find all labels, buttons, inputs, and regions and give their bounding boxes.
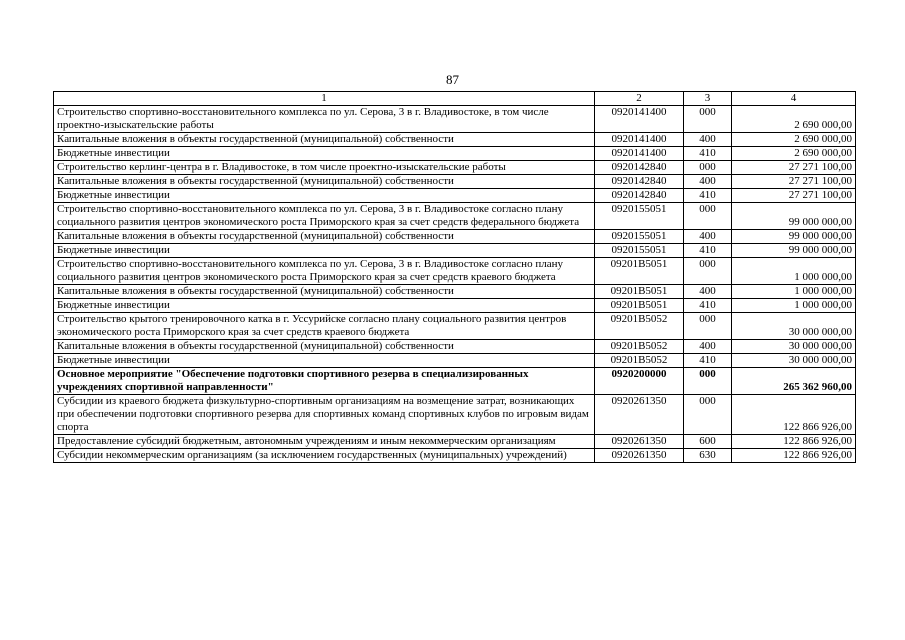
- row-code-cell: 09201B5052: [595, 313, 684, 340]
- row-sum-cell: 1 000 000,00: [732, 299, 856, 313]
- row-type-cell: 410: [684, 299, 732, 313]
- row-name-cell: Бюджетные инвестиции: [54, 147, 595, 161]
- table-row: [54, 299, 856, 313]
- row-sum-cell: 122 866 926,00: [732, 435, 856, 449]
- row-type-cell: 000: [684, 313, 732, 340]
- row-code-cell: 09201B5052: [595, 340, 684, 354]
- row-sum-cell: 2 690 000,00: [732, 106, 856, 133]
- row-sum-cell: 2 690 000,00: [732, 133, 856, 147]
- page-number: 87: [446, 72, 459, 87]
- row-type-cell: 410: [684, 147, 732, 161]
- column-header: 2: [595, 92, 684, 106]
- row-name-cell: Бюджетные инвестиции: [54, 299, 595, 313]
- row-type-cell: 000: [684, 395, 732, 435]
- row-name-cell: Предоставление субсидий бюджетным, автономным учреждениям и иным некоммерческим организациям: [54, 435, 595, 449]
- row-code-cell: 0920261350: [595, 449, 684, 463]
- row-type-cell: 410: [684, 189, 732, 203]
- row-type-cell: 600: [684, 435, 732, 449]
- table-row: [54, 147, 856, 161]
- row-sum-cell: 99 000 000,00: [732, 230, 856, 244]
- row-code-cell: 09201B5051: [595, 285, 684, 299]
- table-row: [54, 354, 856, 368]
- column-header: 4: [732, 92, 856, 106]
- row-type-cell: 400: [684, 175, 732, 189]
- row-name-cell: Бюджетные инвестиции: [54, 189, 595, 203]
- budget-table: [53, 91, 856, 463]
- row-code-cell: 0920155051: [595, 230, 684, 244]
- row-name-cell: Строительство крытого тренировочного катка в г. Уссурийске согласно плану социального развития центров экономического роста Приморского края за счет средств краевого бюджета: [54, 313, 595, 340]
- row-name-cell: Капитальные вложения в объекты государственной (муниципальной) собственности: [54, 285, 595, 299]
- row-type-cell: 400: [684, 230, 732, 244]
- table-row: [54, 340, 856, 354]
- row-code-cell: 0920142840: [595, 189, 684, 203]
- row-sum-cell: 99 000 000,00: [732, 203, 856, 230]
- table-row: [54, 175, 856, 189]
- row-type-cell: 630: [684, 449, 732, 463]
- column-header: 3: [684, 92, 732, 106]
- row-code-cell: 09201B5052: [595, 354, 684, 368]
- row-code-cell: 0920155051: [595, 203, 684, 230]
- table-header-row: [54, 92, 856, 106]
- row-sum-cell: 27 271 100,00: [732, 189, 856, 203]
- table-row: [54, 285, 856, 299]
- row-sum-cell: 27 271 100,00: [732, 161, 856, 175]
- table-row: [54, 189, 856, 203]
- row-sum-cell: 30 000 000,00: [732, 340, 856, 354]
- row-name-cell: Капитальные вложения в объекты государственной (муниципальной) собственности: [54, 133, 595, 147]
- table-row: [54, 313, 856, 340]
- row-name-cell: Субсидии некоммерческим организациям (за исключением государственных (муниципальных) учреждений): [54, 449, 595, 463]
- row-code-cell: 0920142840: [595, 161, 684, 175]
- row-code-cell: 09201B5051: [595, 299, 684, 313]
- row-code-cell: 0920155051: [595, 244, 684, 258]
- row-name-cell: Строительство керлинг-центра в г. Владивостоке, в том числе проектно-изыскательские работы: [54, 161, 595, 175]
- row-type-cell: 400: [684, 285, 732, 299]
- table-row: [54, 368, 856, 395]
- row-type-cell: 000: [684, 368, 732, 395]
- table-row: [54, 435, 856, 449]
- row-sum-cell: 265 362 960,00: [732, 368, 856, 395]
- row-sum-cell: 27 271 100,00: [732, 175, 856, 189]
- row-sum-cell: 122 866 926,00: [732, 449, 856, 463]
- row-name-cell: Основное мероприятие "Обеспечение подготовки спортивного резерва в специализированных учреждениях спортивной направленности": [54, 368, 595, 395]
- table-row: [54, 133, 856, 147]
- row-name-cell: Бюджетные инвестиции: [54, 244, 595, 258]
- table-row: [54, 449, 856, 463]
- column-header: 1: [54, 92, 595, 106]
- table-row: [54, 106, 856, 133]
- row-code-cell: 0920142840: [595, 175, 684, 189]
- row-type-cell: 400: [684, 340, 732, 354]
- row-sum-cell: 122 866 926,00: [732, 395, 856, 435]
- table-row: [54, 230, 856, 244]
- table-body: [54, 92, 856, 463]
- row-type-cell: 400: [684, 133, 732, 147]
- row-type-cell: 000: [684, 161, 732, 175]
- row-code-cell: 0920261350: [595, 435, 684, 449]
- table-row: [54, 161, 856, 175]
- row-sum-cell: 1 000 000,00: [732, 285, 856, 299]
- row-sum-cell: 1 000 000,00: [732, 258, 856, 285]
- row-name-cell: Капитальные вложения в объекты государственной (муниципальной) собственности: [54, 340, 595, 354]
- row-name-cell: Строительство спортивно-восстановительного комплекса по ул. Серова, 3 в г. Владивостоке согласно плану социального развития центров экономического роста Приморского края за счет средств федерального бюджета: [54, 203, 595, 230]
- row-sum-cell: 99 000 000,00: [732, 244, 856, 258]
- row-name-cell: Капитальные вложения в объекты государственной (муниципальной) собственности: [54, 175, 595, 189]
- row-type-cell: 410: [684, 244, 732, 258]
- row-type-cell: 000: [684, 106, 732, 133]
- table-row: [54, 395, 856, 435]
- row-code-cell: 0920261350: [595, 395, 684, 435]
- row-type-cell: 000: [684, 258, 732, 285]
- row-name-cell: Строительство спортивно-восстановительного комплекса по ул. Серова, 3 в г. Владивостоке, в том числе проектно-изыскательские работы: [54, 106, 595, 133]
- table-row: [54, 258, 856, 285]
- table-row: [54, 203, 856, 230]
- row-name-cell: Субсидии из краевого бюджета физкультурно-спортивным организациям на возмещение затрат, возникающих при обеспечении подготовки спортивного резерва для спортивных команд спортивных клубов по игровым видам спорта: [54, 395, 595, 435]
- row-code-cell: 0920200000: [595, 368, 684, 395]
- row-code-cell: 09201B5051: [595, 258, 684, 285]
- row-sum-cell: 30 000 000,00: [732, 354, 856, 368]
- row-type-cell: 000: [684, 203, 732, 230]
- row-name-cell: Капитальные вложения в объекты государственной (муниципальной) собственности: [54, 230, 595, 244]
- row-code-cell: 0920141400: [595, 147, 684, 161]
- row-sum-cell: 2 690 000,00: [732, 147, 856, 161]
- row-code-cell: 0920141400: [595, 133, 684, 147]
- table-row: [54, 244, 856, 258]
- row-name-cell: Строительство спортивно-восстановительного комплекса по ул. Серова, 3 в г. Владивостоке согласно плану социального развития центров экономического роста Приморского края за счет средств краевого бюджета: [54, 258, 595, 285]
- row-name-cell: Бюджетные инвестиции: [54, 354, 595, 368]
- row-sum-cell: 30 000 000,00: [732, 313, 856, 340]
- row-code-cell: 0920141400: [595, 106, 684, 133]
- row-type-cell: 410: [684, 354, 732, 368]
